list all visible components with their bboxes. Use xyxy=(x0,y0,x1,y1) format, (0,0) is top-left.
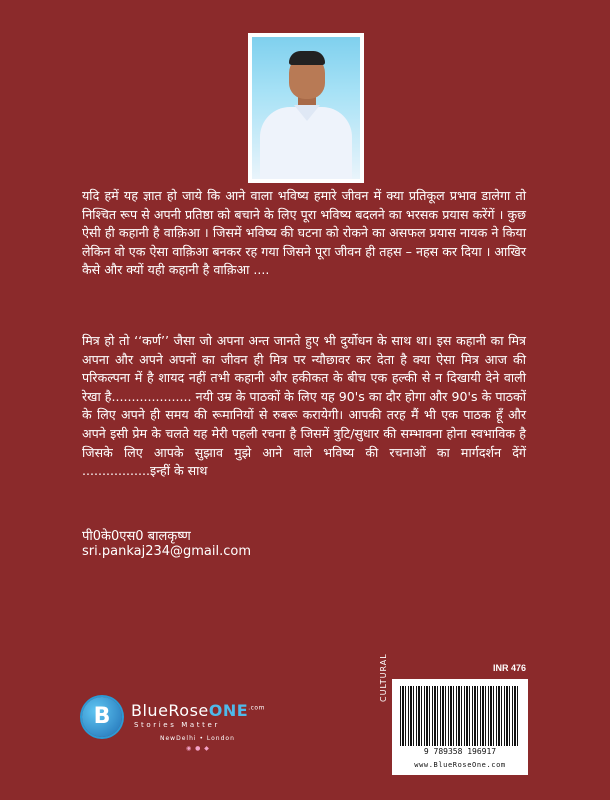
author-hair xyxy=(289,51,325,65)
author-photo-image xyxy=(252,37,360,179)
publisher-cities: NewDelhi • London xyxy=(160,735,235,742)
publisher-brand-main: BlueRose xyxy=(131,701,209,720)
price-label: INR 476 xyxy=(493,663,527,673)
publisher-logo-icon xyxy=(82,697,122,737)
author-signature: पी0के0एस0 बालकृष्ण xyxy=(82,529,191,544)
author-photo xyxy=(248,33,364,183)
publisher-tagline: Stories Matter xyxy=(134,721,220,729)
publisher-brand-accent: ONE xyxy=(208,701,249,720)
blurb-paragraph-1: यदि हमें यह ज्ञात हो जाये कि आने वाला भविष्य हमारे जीवन में क्या प्रतिकूल प्रभाव डालेगा तो निश्चित रूप से अपनी प्रतिष्ठा को बचाने के लिए पूरा भविष्य बदलने का भरसक प्रयास करेंगें । कुछ ऐसी ही कहानी है वाक़िआ । जिसमें भविष्य की घटना को रोकने का असफल प्रयास नायक ने किया लेकिन वो एक ऐसा वाक़िआ बनकर रह गया जिसने पूरा जीवन ही तहस – नहस कर दिया । आखिर कैसे और क्यों यही कहानी है वाक़िआ .... xyxy=(82,188,526,278)
isbn-number: 9 789358 196917 xyxy=(423,747,497,756)
publisher-website: www.BlueRoseOne.com xyxy=(414,761,506,769)
blurb-paragraph-2: मित्र हो तो ‘‘कर्ण’’ जैसा जो अपना अन्त जानते हुए भी दुर्योधन के साथ था। इस कहानी का मित्र अपना और अपने अपनों का जीवन ही मित्र पर न्यौछावर कर देता है क्या ऐसा मित्र आज की परिकल्पना में है शायद नहीं तभी कहानी और हकीकत के बीच एक हल्की से न दिखायी देने वाली रेखा है.................... नयी उम्र के पाठकों के लिए यह 90's का दौर होगा और 90's के पाठकों के लिए अपने ही समय की रूमानियों से रुबरू करायेगी। आपकी तरह मैं भी एक पाठक हूँ और अपने इसी प्रेम के चलते यह मेरी पहली रचना है जिसमें त्रुटि/सुधार की सम्भावना होना स्वभाविक है जिसके लिए आपके सुझाव मुझे आने वाले भविष्य की रचनाओं का मार्गदर्शन देंगें .................इन्हीं के साथ xyxy=(82,333,526,479)
publisher-brand-superscript: .com xyxy=(248,704,265,712)
publisher-logo-letter: B xyxy=(93,704,111,729)
barcode-bars xyxy=(400,686,518,746)
author-email: sri.pankaj234@gmail.com xyxy=(82,544,252,559)
publisher-brand xyxy=(131,701,265,720)
genre-label: CULTURAL xyxy=(379,653,388,702)
barcode-panel xyxy=(392,679,528,775)
social-icons: ◉ ● ◆ xyxy=(186,745,210,752)
